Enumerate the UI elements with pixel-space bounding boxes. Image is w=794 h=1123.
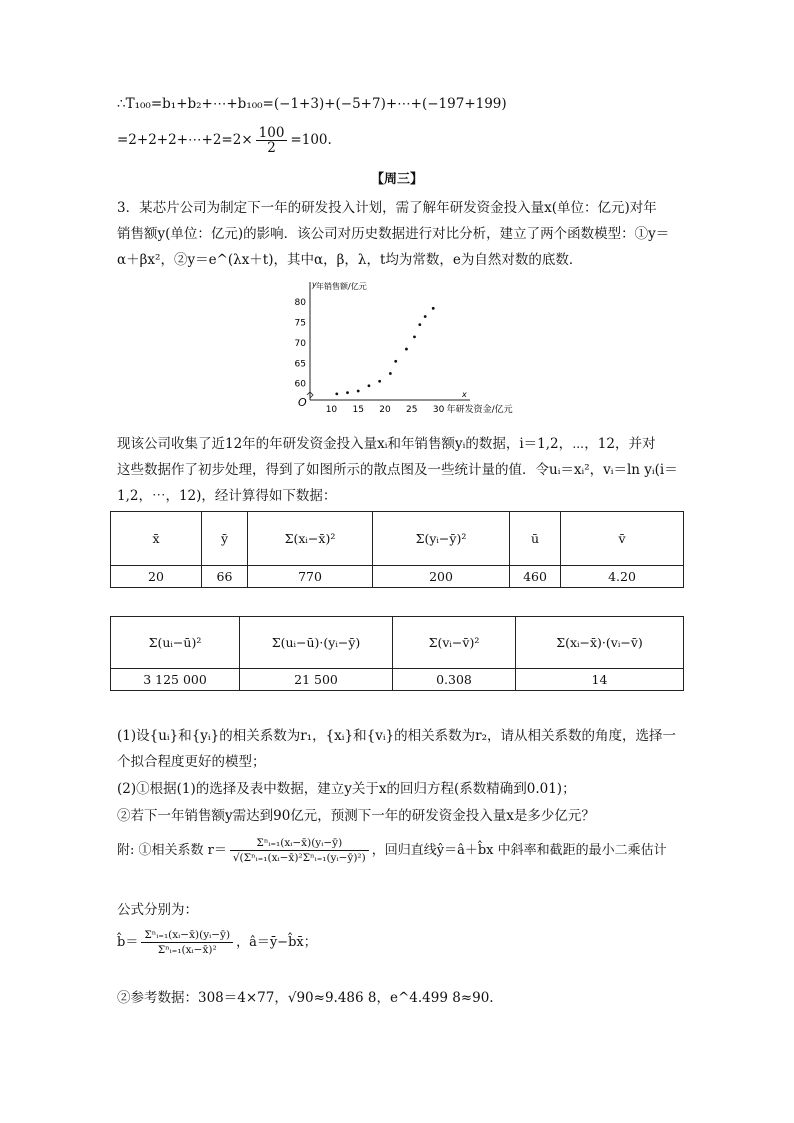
x-tick-label: 25 (406, 405, 418, 415)
problem-line-1: 3．某芯片公司为制定下一年的研发投入计划，需了解年研发资金投入量x(单位：亿元)对年 (117, 200, 657, 216)
question-1-line-1: (1)设{uᵢ}和{yᵢ}的相关系数为r₁，{xᵢ}和{vᵢ}的相关系数为r₂，请从相关系数的角度，选择一 (117, 728, 676, 744)
question-3: ②若下一年销售额y需达到90亿元，预测下一年的研发资金投入量x是多少亿元？ (117, 808, 595, 824)
appendix-r-line (117, 836, 667, 865)
formula-label: 公式分别为： (117, 902, 198, 918)
y-tick-label: 65 (294, 359, 306, 370)
appendix-after-r: ，回归直线ŷ＝â＋b̂x 中斜率和截距的最小二乘估计 (371, 843, 667, 858)
scatter-point (432, 307, 435, 310)
y-tick-label: 60 (294, 379, 306, 390)
t2-value: 14 (516, 669, 684, 691)
t2-header-sum-v-sq: Σ(vᵢ−v̄)² (393, 617, 516, 669)
scatter-point (346, 391, 349, 394)
r-denominator: √(Σⁿᵢ₌₁(xᵢ−x̄)²Σⁿᵢ₌₁(yᵢ−ȳ)²) (232, 852, 366, 864)
reference-data: ②参考数据：308＝4×77，√90≈9.486 8，e^4.499 8≈90. (117, 990, 494, 1006)
scatter-point (389, 372, 392, 375)
x-tick-label: 15 (352, 405, 364, 415)
scatter-chart (282, 278, 522, 418)
t1-header-y-bar: ȳ (202, 512, 248, 566)
t2-header-sum-xv: Σ(xᵢ−x̄)·(vᵢ−v̄) (516, 617, 684, 669)
y-tick-label: 75 (294, 318, 306, 329)
x-tick-label: 30 (432, 405, 445, 415)
scatter-point (413, 335, 416, 338)
t1-header-sum-y-sq: Σ(yᵢ−ȳ)² (373, 512, 510, 566)
b-numerator: Σⁿᵢ₌₁(xᵢ−x̄)(yᵢ−ȳ) (141, 928, 233, 943)
t1-header-v-bar: v̄ (561, 512, 684, 566)
t1-header-sum-x-sq: Σ(xᵢ−x̄)² (248, 512, 373, 566)
stats-table-1 (110, 511, 684, 588)
t2-header-sum-u-sq: Σ(uᵢ−ū)² (111, 617, 240, 669)
fraction-100-over-2 (256, 126, 288, 155)
scatter-point (394, 360, 397, 363)
y-tick-label: 70 (294, 338, 306, 349)
problem-line-5: 这些数据作了初步处理，得到了如图所示的散点图及一些统计量的值．令uᵢ＝xᵢ²，vᵢ＝ln yᵢ(i＝ (117, 462, 678, 478)
t1-value: 66 (202, 566, 248, 588)
solution-line-1: ∴T₁₀₀=b₁+b₂+⋯+b₁₀₀=(−1+3)+(−5+7)+⋯+(−197+199) (117, 96, 507, 112)
x-tick-label: 10 (325, 405, 338, 415)
b-formula-line (117, 928, 317, 957)
scatter-point (418, 323, 421, 326)
appendix-label: 附: ①相关系数 r＝ (117, 843, 227, 858)
y-tick-label: 80 (294, 298, 306, 309)
scatter-point (368, 384, 371, 387)
x-axis-label: 年研发资金/亿元 (446, 405, 513, 415)
y-axis-letter: y (312, 280, 317, 289)
a-hat-formula: ，â＝ȳ−b̂x̄； (236, 935, 317, 950)
scatter-point (424, 315, 427, 318)
section-title: 【周三】 (370, 172, 423, 187)
fraction-numerator: 100 (256, 126, 288, 141)
fraction-denominator: 2 (267, 140, 276, 156)
origin-label: O (298, 396, 307, 409)
b-formula-fraction (141, 928, 233, 957)
t1-value: 460 (510, 566, 561, 588)
solution-line-2-right: =100. (290, 132, 332, 148)
y-axis-label: 年销售额/亿元 (316, 282, 367, 291)
t1-header-x-bar: x̄ (111, 512, 202, 566)
t2-value: 21 500 (240, 669, 393, 691)
t2-header-sum-uy: Σ(uᵢ−ū)·(yᵢ−ȳ) (240, 617, 393, 669)
b-hat-label: b̂＝ (117, 935, 139, 950)
scatter-point (378, 380, 381, 383)
problem-line-2: 销售额y(单位：亿元)的影响．该公司对历史数据进行对比分析，建立了两个函数模型：①y＝ (117, 226, 670, 242)
question-1-line-2: 个拟合程度更好的模型； (117, 754, 266, 770)
t1-value: 4.20 (561, 566, 684, 588)
solution-line-2-left: =2+2+2+⋯+2=2× (117, 132, 253, 148)
b-denominator: Σⁿᵢ₌₁(xᵢ−x̄)² (157, 944, 217, 956)
r-formula-fraction (230, 836, 369, 865)
scatter-point (335, 392, 338, 395)
question-2: (2)①根据(1)的选择及表中数据，建立y关于x的回归方程(系数精确到0.01)； (117, 781, 576, 797)
scatter-point (405, 348, 408, 351)
r-numerator: Σⁿᵢ₌₁(xᵢ−x̄)(yᵢ−ȳ) (230, 836, 369, 851)
t1-header-u-bar: ū (510, 512, 561, 566)
scatter-point (357, 390, 360, 393)
problem-line-4: 现该公司收集了近12年的年研发资金投入量xᵢ和年销售额yᵢ的数据，i＝1,2，⋯，12，并对 (117, 436, 656, 452)
t2-value: 0.308 (393, 669, 516, 691)
x-axis-letter: x (462, 390, 467, 399)
t1-value: 20 (111, 566, 202, 588)
solution-line-2 (117, 126, 332, 155)
problem-line-3: α＋βx²，②y＝e^(λx＋t)，其中α，β，λ，t均为常数，e为自然对数的底数． (117, 252, 583, 268)
t1-value: 770 (248, 566, 373, 588)
problem-line-6: 1,2，⋯，12)，经计算得如下数据： (117, 488, 337, 504)
stats-table-2 (110, 616, 684, 691)
t1-value: 200 (373, 566, 510, 588)
x-tick-label: 20 (379, 405, 391, 415)
t2-value: 3 125 000 (111, 669, 240, 691)
